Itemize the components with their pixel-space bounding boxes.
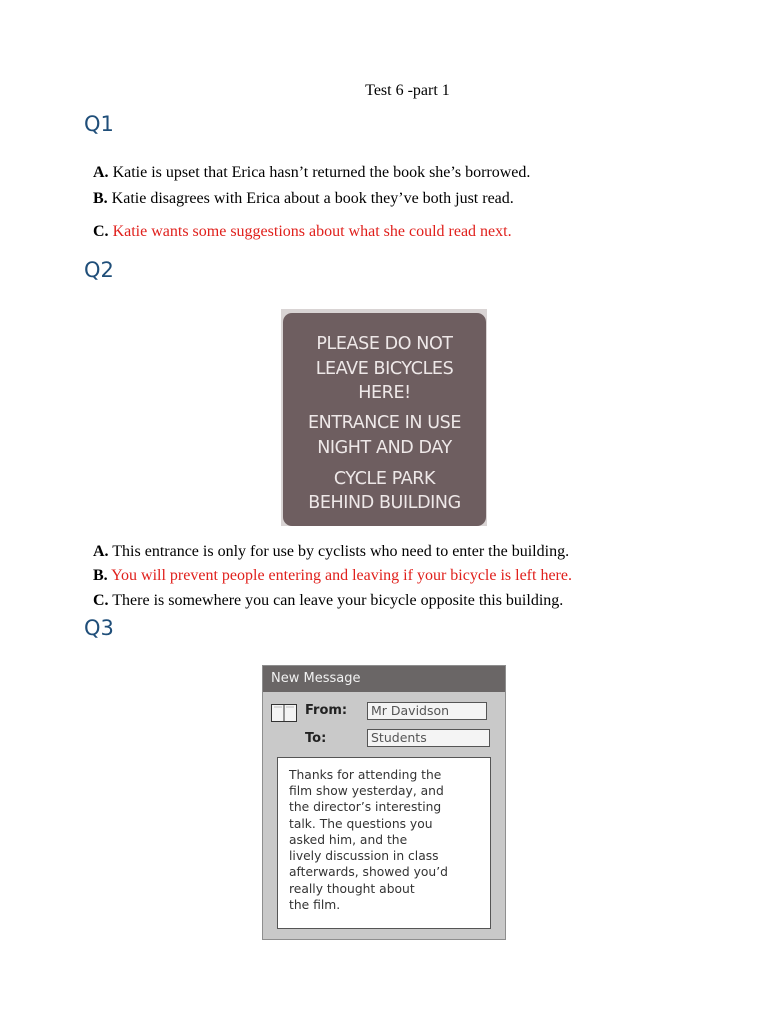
message-line: film show yesterday, and [289,784,444,798]
to-field: Students [367,729,490,747]
q1-option-c-text: Katie wants some suggestions about what she could read next. [112,223,512,240]
message-body [277,757,491,929]
message-line: the film. [289,898,341,912]
q2-option-a [93,543,569,561]
bicycle-sign-image [283,313,486,526]
sign-line: CYCLE PARK [333,469,436,489]
sign-line: ENTRANCE IN USE [308,413,461,433]
q3-heading: Q3 [84,616,114,640]
message-line: Thanks for attending the [289,768,442,782]
q1-option-c-letter: C. [93,223,109,240]
message-window-image [262,665,506,940]
document-title: Test 6 -part 1 [365,82,450,99]
book-icon [271,704,297,722]
sign-line: PLEASE DO NOT [316,334,453,354]
q1-option-b-letter: B. [93,190,108,207]
q2-option-c [93,592,563,610]
q2-heading: Q2 [84,258,114,282]
sign-line: BEHIND BUILDING [308,493,461,513]
to-label: To: [305,731,327,746]
q2-option-b-text: You will prevent people entering and leaving if your bicycle is left here. [111,567,572,584]
q2-option-c-letter: C. [93,592,109,609]
q1-option-a-letter: A. [93,164,109,181]
from-field: Mr Davidson [367,702,487,720]
q1-option-b-text: Katie disagrees with Erica about a book they’ve both just read. [111,190,514,207]
from-label: From: [305,703,348,718]
q1-heading: Q1 [84,112,114,136]
q1-option-a-text: Katie is upset that Erica hasn’t returned the book she’s borrowed. [112,164,531,181]
q2-option-a-text: This entrance is only for use by cyclists who need to enter the building. [112,543,570,560]
q2-option-b [93,567,572,585]
q1-option-a [93,164,530,182]
message-line: really thought about [289,882,415,896]
sign-line: NIGHT AND DAY [317,438,452,458]
message-line: talk. The questions you [289,817,433,831]
message-line: lively discussion in class [289,849,439,863]
message-line: afterwards, showed you’d [289,865,448,879]
q1-option-b [93,190,514,208]
message-line: asked him, and the [289,833,408,847]
q1-option-c [93,223,512,241]
sign-line: LEAVE BICYCLES [315,359,454,379]
q2-option-a-letter: A. [93,543,109,560]
message-window-title: New Message [263,666,505,692]
sign-line: HERE! [358,383,411,403]
q2-option-b-letter: B. [93,567,108,584]
message-line: the director’s interesting [289,800,442,814]
q2-option-c-text: There is somewhere you can leave your bicycle opposite this building. [112,592,564,609]
